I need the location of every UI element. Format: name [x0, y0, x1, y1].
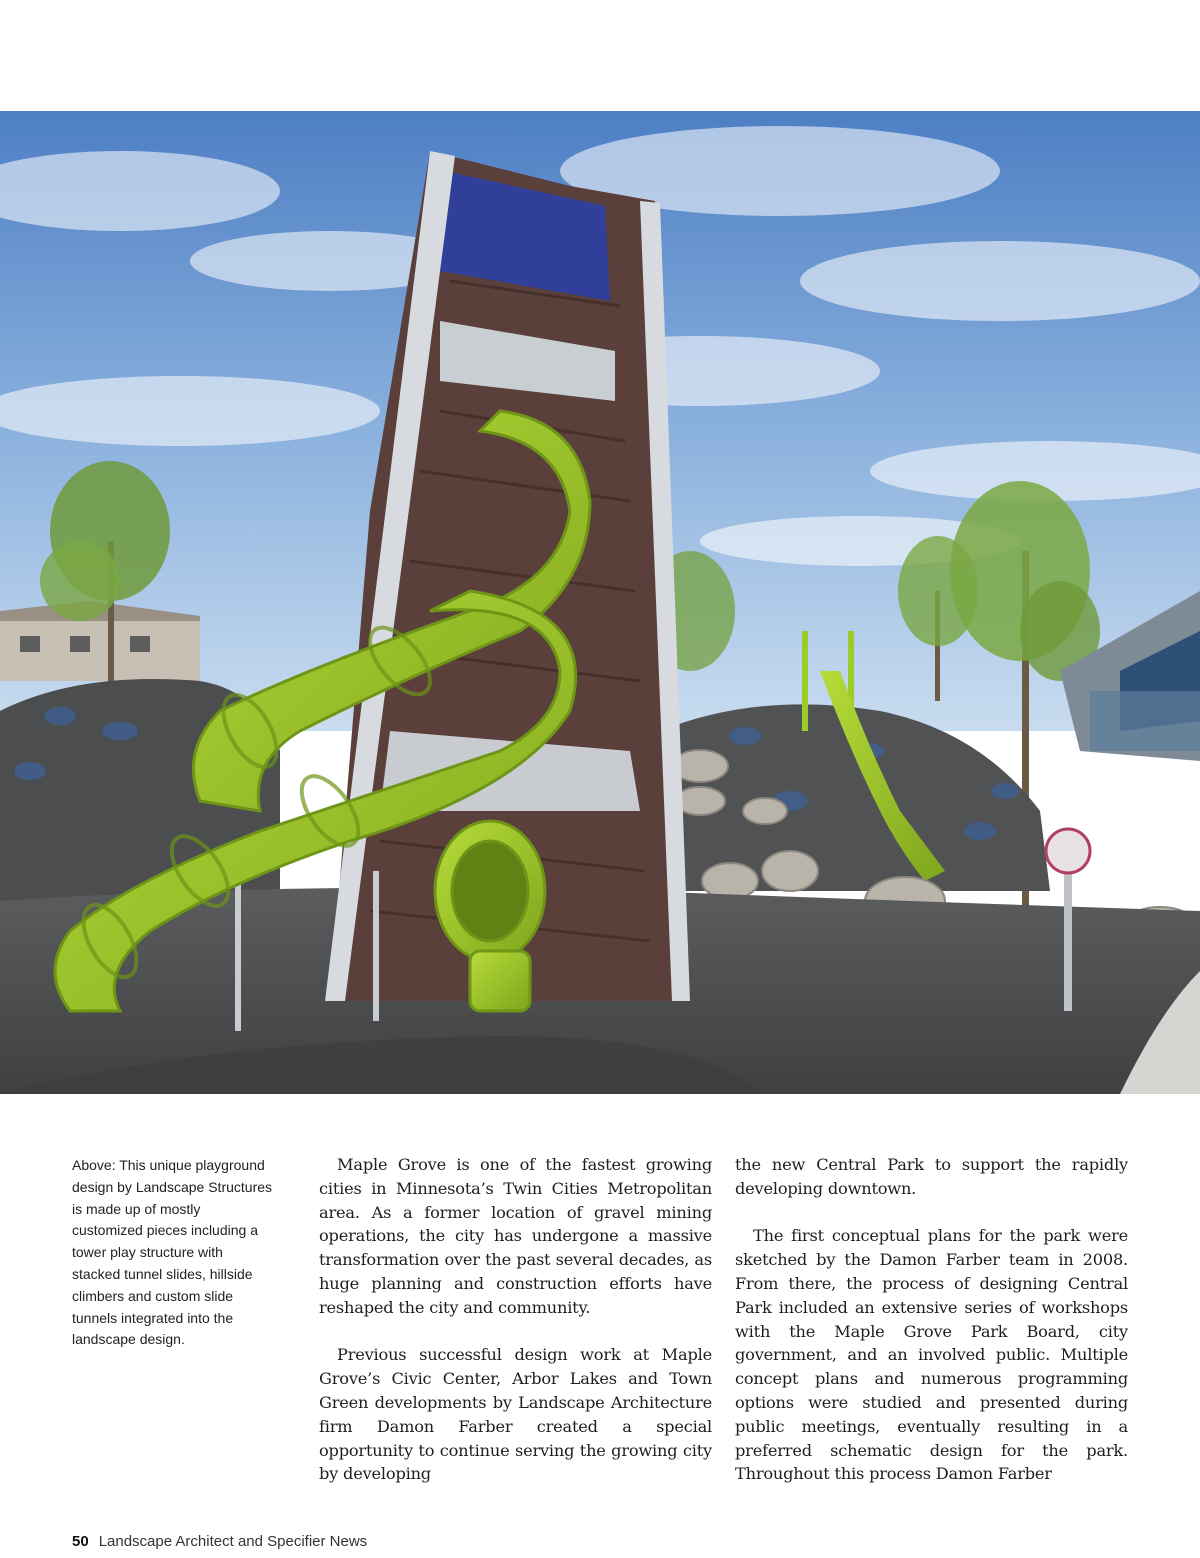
photo-caption: Above: This unique playground design by Landscape Structures is made up of mostly customized pieces including a tower play structure with stacked tunnel slides, hillside climbers and custom slide tunnels integrated into the landscape design.: [72, 1157, 273, 1348]
hero-photo: [0, 111, 1200, 1094]
paragraph: Maple Grove is one of the fastest growing cities in Minnesota’s Twin Cities Metropolitan area. As a former location of gravel mining operations, the city has undergone a massive transformation over the past several decades, as huge planning and construction efforts have reshaped the city and community.: [319, 1155, 712, 1317]
paragraph: Previous successful design work at Maple Grove’s Civic Center, Arbor Lakes and Town Green developments by Landscape Architecture firm Damon Farber created a special opportunity to continue serving the growing city by developing: [319, 1345, 712, 1484]
article-column-2: [735, 1153, 1128, 1510]
paragraph: The first conceptual plans for the park were sketched by the Damon Farber team in 2008. From there, the process of designing Central Park included an extensive series of workshops with the Maple Grove Park Board, city government, and an involved public. Multiple concept plans and numerous programming options were studied and presented during public meetings, eventually resulting in a preferred schematic design for the park. Throughout this process Damon Farber: [735, 1226, 1128, 1484]
publication-name: Landscape Architect and Specifier News: [98, 1533, 368, 1550]
page-number: 50: [72, 1533, 89, 1550]
paragraph: the new Central Park to support the rapidly developing downtown.: [735, 1155, 1128, 1198]
page-footer: [72, 1533, 367, 1550]
article-column-1: [319, 1153, 712, 1510]
